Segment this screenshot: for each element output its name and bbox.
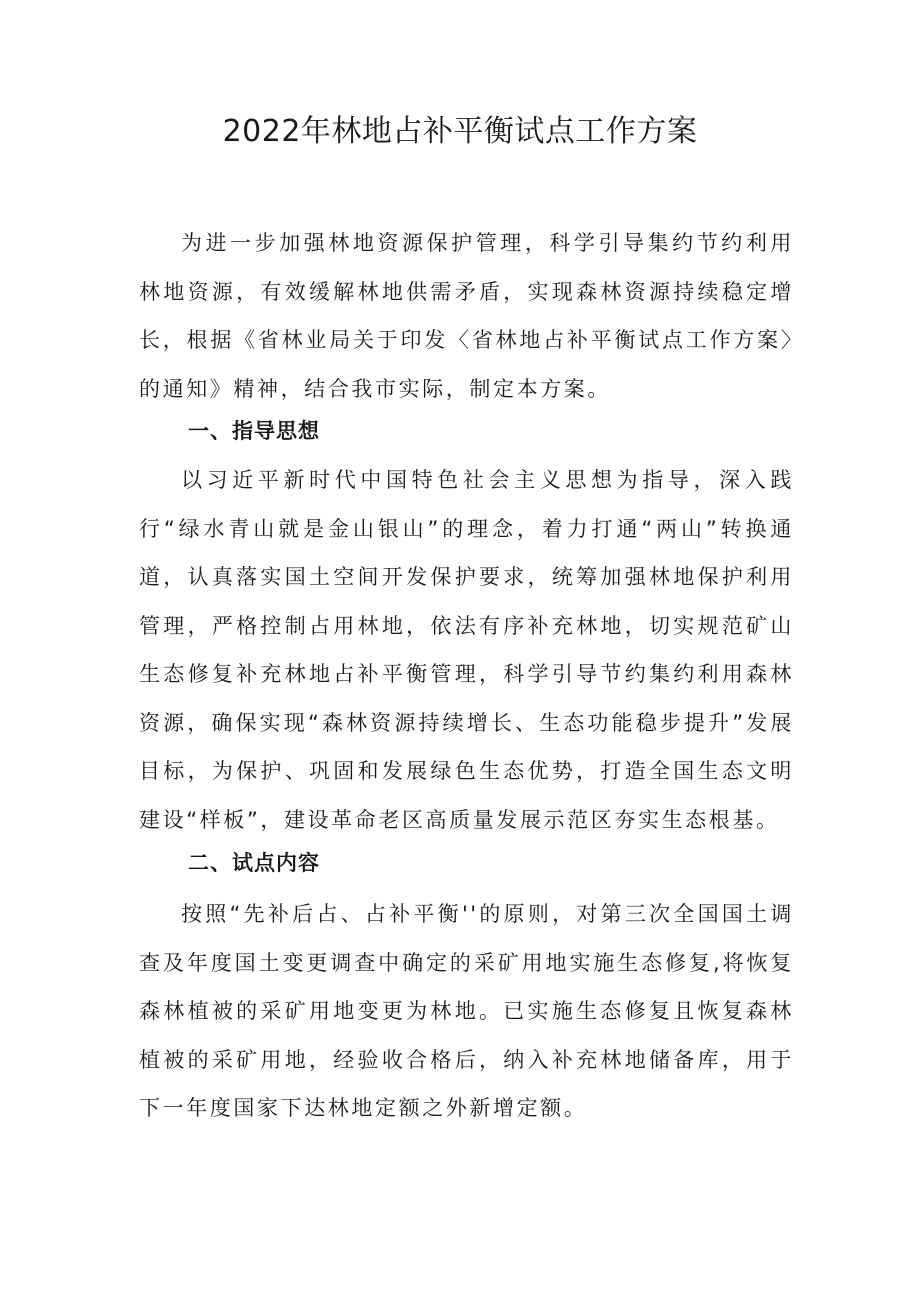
- intro-paragraph: 为进一步加强林地资源保护管理，科学引导集约节约利用林地资源，有效缓解林地供需矛盾，实现森林资源持续稳定增长，根据《省林业局关于印发〈省林地占补平衡试点工作方案〉的通知》精神，结合我市实际，制定本方案。: [139, 231, 794, 401]
- section-body-guiding-ideology: 以习近平新时代中国特色社会主义思想为指导，深入践行“绿水青山就是金山银山”的理念，着力打通“两山”转换通道，认真落实国土空间开发保护要求，统筹加强林地保护利用管理，严格控制占用林地，依法有序补充林地，切实规范矿山生态修复补充林地占补平衡管理，科学引导节约集约利用森林资源，确保实现“森林资源持续增长、生态功能稳步提升”发展目标，为保护、巩固和发展绿色生态优势，打造全国生态文明建设“样板”，建设革命老区高质量发展示范区夯实生态根基。: [139, 468, 794, 832]
- section-body-pilot-content: 按照“先补后占、占补平衡''的原则，对第三次全国国土调查及年度国土变更调查中确定的采矿用地实施生态修复,将恢复森林植被的采矿用地变更为林地。已实施生态修复且恢复森林植被的采矿用地，经验收合格后，纳入补充林地储备库，用于下一年度国家下达林地定额之外新增定额。: [139, 902, 794, 1120]
- section-heading-guiding-ideology: 一、指导思想: [188, 419, 320, 443]
- document-title: 2022年林地占补平衡试点工作方案: [222, 114, 698, 149]
- section-heading-pilot-content: 二、试点内容: [188, 851, 320, 875]
